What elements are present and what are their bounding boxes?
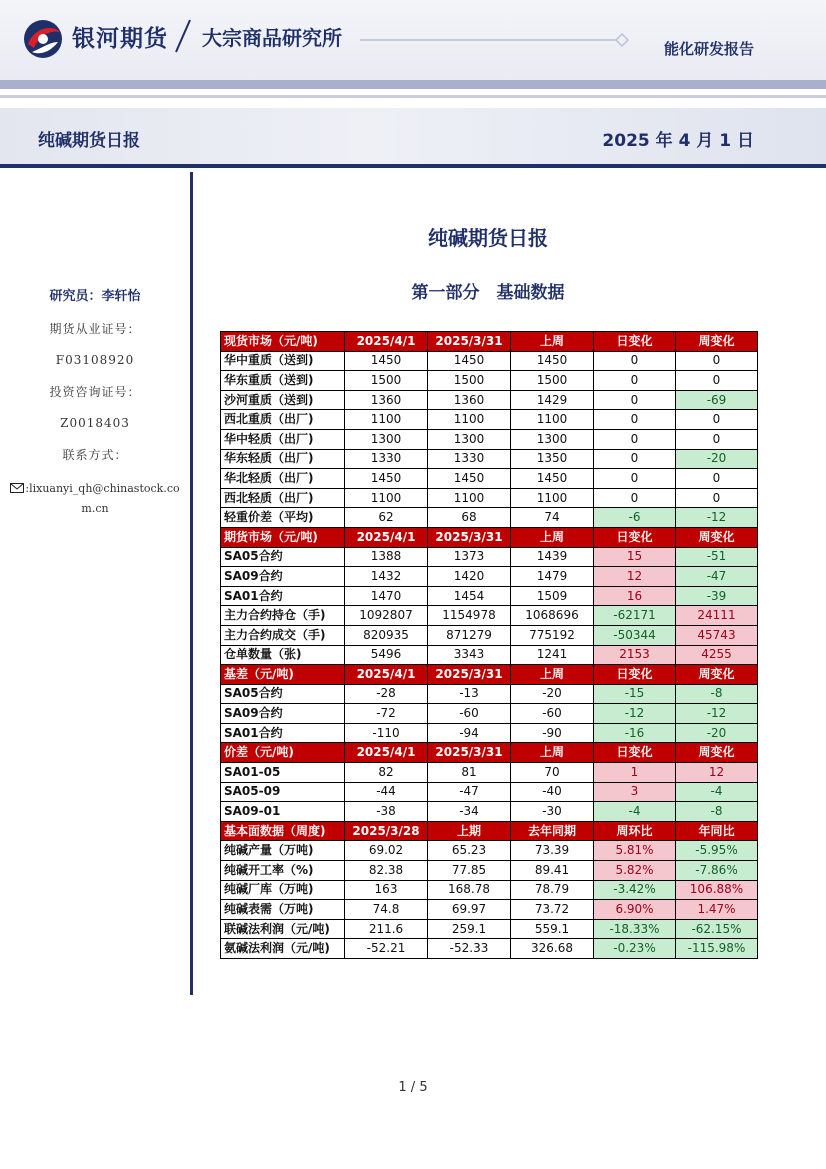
table-cell: 69.02 <box>345 841 428 861</box>
table-cell: -16 <box>594 723 676 743</box>
row-label: SA09合约 <box>221 567 345 587</box>
license-label: 期货从业证号： <box>49 322 141 336</box>
table-cell: -20 <box>511 684 594 704</box>
license-number: F03108920 <box>55 353 135 367</box>
table-row <box>221 449 758 469</box>
table-row <box>221 488 758 508</box>
table-section-header <box>221 332 758 352</box>
table-cell: 1.47% <box>676 900 758 920</box>
table-cell: 78.79 <box>511 880 594 900</box>
table-cell: 1300 <box>511 429 594 449</box>
table-cell: 1154978 <box>428 606 511 626</box>
table-cell: 12 <box>594 567 676 587</box>
table-cell: -52.21 <box>345 939 428 959</box>
row-label: 联碱法利润（元/吨) <box>221 919 345 939</box>
table-cell: 820935 <box>345 625 428 645</box>
table-cell: 73.72 <box>511 900 594 920</box>
table-cell: 1300 <box>345 429 428 449</box>
table-cell: 5496 <box>345 645 428 665</box>
table-row <box>221 861 758 881</box>
row-label: 纯碱表需（万吨) <box>221 900 345 920</box>
table-cell: -12 <box>676 704 758 724</box>
table-cell: 2025/4/1 <box>345 743 428 763</box>
table-cell: 871279 <box>428 625 511 645</box>
table-cell: 3 <box>594 782 676 802</box>
table-cell: 3343 <box>428 645 511 665</box>
row-label: 纯碱产量（万吨) <box>221 841 345 861</box>
table-cell: 1 <box>594 763 676 783</box>
table-section-header <box>221 821 758 841</box>
table-cell: 去年同期 <box>511 821 594 841</box>
slash-divider-icon <box>168 16 198 56</box>
table-cell: 74.8 <box>345 900 428 920</box>
table-row <box>221 469 758 489</box>
table-cell: 1420 <box>428 567 511 587</box>
email-text[interactable]: :lixuanyi_qh@chinastock.com.cn <box>25 482 180 515</box>
row-label: 华中轻质（出厂) <box>221 429 345 449</box>
table-cell: -40 <box>511 782 594 802</box>
table-cell: 559.1 <box>511 919 594 939</box>
table-cell: 5.82% <box>594 861 676 881</box>
table-cell: 1100 <box>428 488 511 508</box>
table-cell: 周变化 <box>676 665 758 685</box>
table-cell: 0 <box>676 351 758 371</box>
table-cell: 4255 <box>676 645 758 665</box>
table-cell: -12 <box>676 508 758 528</box>
title-band-rule <box>0 164 826 168</box>
table-cell: 775192 <box>511 625 594 645</box>
table-cell: 上周 <box>511 743 594 763</box>
table-cell: 45743 <box>676 625 758 645</box>
table-cell: 上周 <box>511 332 594 352</box>
section-title: 第一部分 基础数据 <box>411 283 565 303</box>
table-row <box>221 508 758 528</box>
table-cell: 89.41 <box>511 861 594 881</box>
table-cell: -18.33% <box>594 919 676 939</box>
envelope-icon <box>10 483 24 493</box>
row-label: 轻重价差（平均) <box>221 508 345 528</box>
row-label: SA09-01 <box>221 802 345 822</box>
researcher-name: 研究员：李轩怡 <box>49 289 141 304</box>
table-cell: 0 <box>676 429 758 449</box>
table-row <box>221 684 758 704</box>
table-cell: 2025/4/1 <box>345 665 428 685</box>
table-cell: -69 <box>676 390 758 410</box>
table-cell: 211.6 <box>345 919 428 939</box>
table-cell: 82.38 <box>345 861 428 881</box>
table-cell: 24111 <box>676 606 758 626</box>
table-cell: -47 <box>676 567 758 587</box>
table-cell: 1241 <box>511 645 594 665</box>
table-cell: 0 <box>676 371 758 391</box>
table-cell: 2025/3/31 <box>428 527 511 547</box>
table-cell: 1100 <box>345 410 428 430</box>
row-label: SA05合约 <box>221 547 345 567</box>
table-cell: -44 <box>345 782 428 802</box>
table-cell: -5.95% <box>676 841 758 861</box>
table-cell: -60 <box>428 704 511 724</box>
table-cell: 1100 <box>428 410 511 430</box>
table-cell: 1500 <box>511 371 594 391</box>
table-row <box>221 763 758 783</box>
table-cell: 日变化 <box>594 743 676 763</box>
galaxy-logo-icon <box>22 18 64 60</box>
table-cell: -8 <box>676 802 758 822</box>
institute-name: 大宗商品研究所 <box>202 26 342 50</box>
table-cell: 0 <box>676 488 758 508</box>
row-label: 主力合约持仓（手) <box>221 606 345 626</box>
table-row <box>221 841 758 861</box>
decorative-line-icon <box>360 32 630 48</box>
table-cell: 259.1 <box>428 919 511 939</box>
table-cell: 1360 <box>345 390 428 410</box>
table-section-header <box>221 743 758 763</box>
table-cell: 1450 <box>511 351 594 371</box>
table-row <box>221 723 758 743</box>
table-cell: 1432 <box>345 567 428 587</box>
table-cell: 65.23 <box>428 841 511 861</box>
table-row <box>221 410 758 430</box>
row-label: 基差（元/吨) <box>221 665 345 685</box>
table-cell: 1388 <box>345 547 428 567</box>
table-row <box>221 939 758 959</box>
table-cell: 2025/4/1 <box>345 527 428 547</box>
table-cell: 上周 <box>511 527 594 547</box>
table-cell: -28 <box>345 684 428 704</box>
table-cell: -51 <box>676 547 758 567</box>
table-cell: 2025/3/31 <box>428 332 511 352</box>
table-cell: -4 <box>594 802 676 822</box>
table-row <box>221 390 758 410</box>
table-cell: -0.23% <box>594 939 676 959</box>
table-row <box>221 606 758 626</box>
contact-email[interactable] <box>0 479 190 519</box>
table-cell: 0 <box>594 469 676 489</box>
row-label: SA05-09 <box>221 782 345 802</box>
table-cell: 1330 <box>428 449 511 469</box>
table-cell: 1373 <box>428 547 511 567</box>
row-label: 价差（元/吨) <box>221 743 345 763</box>
table-cell: 1500 <box>345 371 428 391</box>
table-row <box>221 802 758 822</box>
table-cell: 周变化 <box>676 527 758 547</box>
table-row <box>221 547 758 567</box>
table-cell: 6.90% <box>594 900 676 920</box>
row-label: SA09合约 <box>221 704 345 724</box>
author-sidebar <box>0 285 190 519</box>
row-label: 纯碱厂库（万吨) <box>221 880 345 900</box>
table-cell: 1100 <box>511 488 594 508</box>
table-cell: 日变化 <box>594 332 676 352</box>
table-cell: 周环比 <box>594 821 676 841</box>
consult-label: 投资咨询证号： <box>49 385 141 399</box>
table-cell: -110 <box>345 723 428 743</box>
table-cell: 0 <box>594 488 676 508</box>
table-cell: 1100 <box>511 410 594 430</box>
table-row <box>221 900 758 920</box>
row-label: 华北轻质（出厂) <box>221 469 345 489</box>
table-cell: -62171 <box>594 606 676 626</box>
table-cell: 日变化 <box>594 527 676 547</box>
row-label: SA01合约 <box>221 586 345 606</box>
table-cell: 2025/3/28 <box>345 821 428 841</box>
table-cell: 1450 <box>428 351 511 371</box>
table-cell: 0 <box>676 410 758 430</box>
row-label: 现货市场（元/吨) <box>221 332 345 352</box>
table-cell: -47 <box>428 782 511 802</box>
contact-label: 联系方式： <box>62 448 128 462</box>
table-cell: -30 <box>511 802 594 822</box>
table-cell: 81 <box>428 763 511 783</box>
table-cell: 0 <box>594 410 676 430</box>
table-cell: 1454 <box>428 586 511 606</box>
table-cell: 168.78 <box>428 880 511 900</box>
table-row <box>221 429 758 449</box>
table-cell: 12 <box>676 763 758 783</box>
table-cell: -60 <box>511 704 594 724</box>
row-label: 华中重质（送到) <box>221 351 345 371</box>
row-label: 纯碱开工率（%) <box>221 861 345 881</box>
table-cell: 62 <box>345 508 428 528</box>
table-cell: 0 <box>594 371 676 391</box>
table-cell: -6 <box>594 508 676 528</box>
table-cell: -4 <box>676 782 758 802</box>
row-label: 仓单数量（张) <box>221 645 345 665</box>
table-cell: 1509 <box>511 586 594 606</box>
table-cell: -13 <box>428 684 511 704</box>
row-label: 氨碱法利润（元/吨) <box>221 939 345 959</box>
table-cell: -72 <box>345 704 428 724</box>
table-cell: -50344 <box>594 625 676 645</box>
row-label: SA01-05 <box>221 763 345 783</box>
table-cell: -94 <box>428 723 511 743</box>
table-row <box>221 704 758 724</box>
consult-number: Z0018403 <box>60 416 130 430</box>
row-label: 华东轻质（出厂) <box>221 449 345 469</box>
table-cell: 1479 <box>511 567 594 587</box>
table-row <box>221 351 758 371</box>
table-cell: 2153 <box>594 645 676 665</box>
table-cell: 1330 <box>345 449 428 469</box>
table-cell: -62.15% <box>676 919 758 939</box>
table-section-header <box>221 527 758 547</box>
table-cell: 1068696 <box>511 606 594 626</box>
table-row <box>221 586 758 606</box>
table-cell: 1450 <box>345 351 428 371</box>
table-cell: 1350 <box>511 449 594 469</box>
table-cell: 上期 <box>428 821 511 841</box>
page-number: 1 / 5 <box>398 1080 428 1095</box>
table-cell: 68 <box>428 508 511 528</box>
table-cell: 106.88% <box>676 880 758 900</box>
table-cell: 年同比 <box>676 821 758 841</box>
table-cell: 2025/3/31 <box>428 743 511 763</box>
table-cell: -38 <box>345 802 428 822</box>
sidebar-divider <box>190 172 193 995</box>
header-stripe <box>0 80 826 89</box>
table-cell: -15 <box>594 684 676 704</box>
table-cell: 周变化 <box>676 332 758 352</box>
table-cell: 1500 <box>428 371 511 391</box>
table-cell: 2025/3/31 <box>428 665 511 685</box>
table-cell: 1450 <box>428 469 511 489</box>
basic-data-table <box>220 331 758 959</box>
department-name: 能化研发报告 <box>663 40 754 58</box>
table-cell: -90 <box>511 723 594 743</box>
table-row <box>221 567 758 587</box>
table-cell: -12 <box>594 704 676 724</box>
table-cell: -20 <box>676 449 758 469</box>
table-cell: 15 <box>594 547 676 567</box>
table-cell: 74 <box>511 508 594 528</box>
header-stripe-thin <box>0 95 826 98</box>
table-cell: 326.68 <box>511 939 594 959</box>
table-cell: -8 <box>676 684 758 704</box>
table-cell: 73.39 <box>511 841 594 861</box>
row-label: SA05合约 <box>221 684 345 704</box>
table-row <box>221 625 758 645</box>
row-label: 沙河重质（送到) <box>221 390 345 410</box>
table-row <box>221 782 758 802</box>
table-cell: -52.33 <box>428 939 511 959</box>
table-cell: 上周 <box>511 665 594 685</box>
table-cell: -39 <box>676 586 758 606</box>
table-cell: -115.98% <box>676 939 758 959</box>
row-label: 华东重质（送到) <box>221 371 345 391</box>
table-cell: 163 <box>345 880 428 900</box>
row-label: 西北重质（出厂) <box>221 410 345 430</box>
table-cell: 77.85 <box>428 861 511 881</box>
table-row <box>221 880 758 900</box>
row-label: SA01合约 <box>221 723 345 743</box>
company-name: 银河期货 <box>72 26 168 52</box>
table-cell: 0 <box>594 351 676 371</box>
table-cell: 0 <box>594 449 676 469</box>
table-cell: 69.97 <box>428 900 511 920</box>
table-cell: 1470 <box>345 586 428 606</box>
table-cell: 0 <box>594 429 676 449</box>
table-cell: 0 <box>594 390 676 410</box>
table-cell: 1429 <box>511 390 594 410</box>
report-date: 2025 年 4 月 1 日 <box>602 131 754 151</box>
table-cell: -20 <box>676 723 758 743</box>
table-cell: 1450 <box>511 469 594 489</box>
table-cell: 2025/4/1 <box>345 332 428 352</box>
row-label: 期货市场（元/吨) <box>221 527 345 547</box>
table-section-header <box>221 665 758 685</box>
table-cell: 70 <box>511 763 594 783</box>
report-title: 纯碱期货日报 <box>38 131 140 151</box>
table-cell: -34 <box>428 802 511 822</box>
table-cell: 82 <box>345 763 428 783</box>
table-row <box>221 919 758 939</box>
table-cell: 16 <box>594 586 676 606</box>
table-cell: 1360 <box>428 390 511 410</box>
table-cell: 周变化 <box>676 743 758 763</box>
table-cell: -7.86% <box>676 861 758 881</box>
table-row <box>221 371 758 391</box>
table-row <box>221 645 758 665</box>
table-cell: 5.81% <box>594 841 676 861</box>
row-label: 西北轻质（出厂) <box>221 488 345 508</box>
main-title: 纯碱期货日报 <box>428 226 548 250</box>
table-cell: 1450 <box>345 469 428 489</box>
table-cell: 1092807 <box>345 606 428 626</box>
row-label: 基本面数据（周度) <box>221 821 345 841</box>
table-cell: 1439 <box>511 547 594 567</box>
table-cell: 1300 <box>428 429 511 449</box>
row-label: 主力合约成交（手) <box>221 625 345 645</box>
table-cell: 1100 <box>345 488 428 508</box>
table-cell: 0 <box>676 469 758 489</box>
table-cell: -3.42% <box>594 880 676 900</box>
table-cell: 日变化 <box>594 665 676 685</box>
